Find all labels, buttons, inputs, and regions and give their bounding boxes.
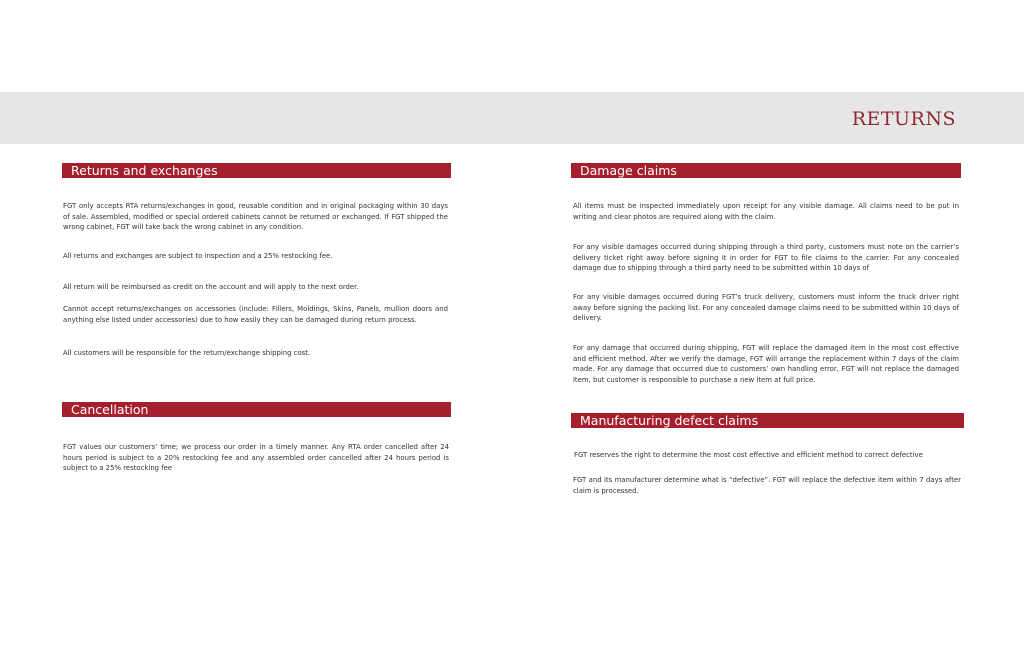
returns-paragraph-2: All returns and exchanges are subject to inspection and a 25% restocking fee. [63,252,333,260]
returns-paragraph-5: All customers will be responsible for the return/exchange shipping cost. [63,349,311,357]
page-title: RETURNS [851,108,956,130]
returns-paragraph-3: All return will be reimbursed as credit on the account and will apply to the next order. [63,283,359,291]
damage-paragraph-2: For any visible damages occurred during shipping through a third party, customers must note on the carrier’s delivery ticket right away before signing it in order for FGT to file claims to the carrier. For any concealed damage due to shipping through a third party need to be submitted within 10 days of [573,243,959,273]
returns-heading-bar: Returns and exchanges [62,163,451,178]
damage-paragraph-4: For any damage that occurred during shipping, FGT will replace the damaged item in the most cost effective and efficient method. After we verify the damage, FGT will arrange the replacement within 7 days of the claim made. For any damage that occurred due to customers’ own handling error, FGT will not replace the damaged item, but customer is responsible to purchase a new item at full price. [573,344,959,384]
returns-paragraph-4: Cannot accept returns/exchanges on accessories (include: Fillers, Moldings, Skins, Panels, mullion doors and anything else listed under accessories) due to how easily they can be damaged during return process. [63,305,448,324]
defect-paragraph-2: FGT and its manufacturer determine what is “defective”. FGT will replace the defective item within 7 days after claim is processed. [573,476,961,495]
returns-paragraph-1: FGT only accepts RTA returns/exchanges in good, reusable condition and in original packaging within 30 days of sale. Assembled, modified or special ordered cabinets cannot be returned or exchanged. If FGT shipped the wrong cabinet, FGT will take back the wrong cabinet in any condition. [63,202,448,232]
damage-heading-bar: Damage claims [571,163,961,178]
damage-paragraph-3: For any visible damages occurred during FGT’s truck delivery, customers must inform the truck driver right away before signing the packing list. For any concealed damage claims need to be submitted within 10 days of delivery. [573,293,959,323]
cancellation-paragraph-1: FGT values our customers’ time; we process our order in a timely manner. Any RTA order cancelled after 24 hours period is subject to a 20% restocking fee and any assembled order cancelled after 24 hours period is subject to a 25% restocking fee [63,443,449,473]
defect-paragraph-1: FGT reserves the right to determine the most cost effective and efficient method to correct defective [574,451,923,459]
damage-paragraph-1: All items must be inspected immediately upon receipt for any visible damage. All claims need to be put in writing and clear photos are required along with the claim. [573,202,959,221]
cancellation-heading-bar: Cancellation [62,402,451,417]
defect-heading-bar: Manufacturing defect claims [571,413,964,428]
